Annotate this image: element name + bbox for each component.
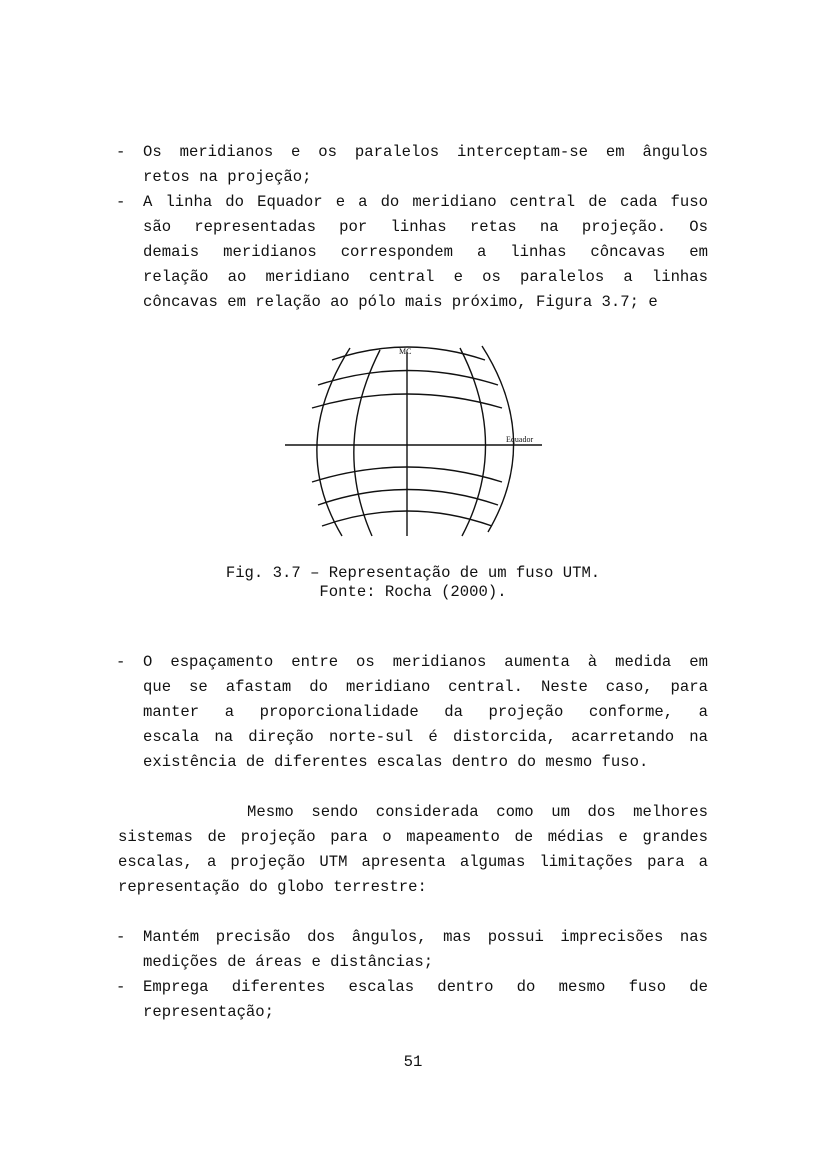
mc-label: MC [399,347,412,356]
paragraph-line-4: representação do globo terrestre: [118,878,427,896]
bullet-4-line-2: medições de áreas e distâncias; [143,953,434,971]
bullet-1-line-2: retos na projeção; [143,168,312,186]
bullet-3-line-1: O espaçamento entre os meridianos aumenta à medida em [143,653,708,671]
utm-zone-figure [280,340,550,540]
meridian-line-left-inner [354,350,380,536]
parallel-line-south-2 [318,490,498,506]
bullet-2-line-5: côncavas em relação ao pólo mais próximo, Figura 3.7; e [143,293,658,311]
paragraph-line-1: Mesmo sendo considerada como um dos melhores [247,803,708,821]
meridian-line-left-outer [317,348,350,536]
bullet-3-line-4: escala na direção norte-sul é distorcida, acarretando na [143,728,708,746]
bullet-5-line-2: representação; [143,1003,275,1021]
bullet-2-line-1: A linha do Equador e a do meridiano central de cada fuso [143,193,708,211]
bullet-2-line-2: são representadas por linhas retas na projeção. Os [143,218,708,236]
bullet-3-line-2: que se afastam do meridiano central. Neste caso, para [143,678,708,696]
bullet-2-line-3: demais meridianos correspondem a linhas côncavas em [143,243,708,261]
figure-caption: Fig. 3.7 – Representação de um fuso UTM. [225,564,601,582]
figure-source: Fonte: Rocha (2000). [319,583,507,601]
page-number: 51 [403,1053,423,1071]
bullet-marker: - [116,928,126,946]
bullet-marker: - [116,143,126,161]
equator-label: Equador [506,435,534,444]
paragraph-line-2: sistemas de projeção para o mapeamento de médias e grandes [118,828,708,846]
bullet-3-line-3: manter a proporcionalidade da projeção conforme, a [143,703,708,721]
paragraph-line-3: escalas, a projeção UTM apresenta algumas limitações para a [118,853,708,871]
bullet-3-line-5: existência de diferentes escalas dentro do mesmo fuso. [143,753,649,771]
bullet-1-line-1: Os meridianos e os paralelos interceptam-se em ângulos [143,143,708,161]
bullet-marker: - [116,978,126,996]
bullet-marker: - [116,193,126,211]
bullet-2-line-4: relação ao meridiano central e os paralelos a linhas [143,268,708,286]
bullet-marker: - [116,653,126,671]
bullet-4-line-1: Mantém precisão dos ângulos, mas possui imprecisões nas [143,928,708,946]
bullet-5-line-1: Emprega diferentes escalas dentro do mesmo fuso de [143,978,708,996]
utm-zone-diagram [280,340,550,540]
